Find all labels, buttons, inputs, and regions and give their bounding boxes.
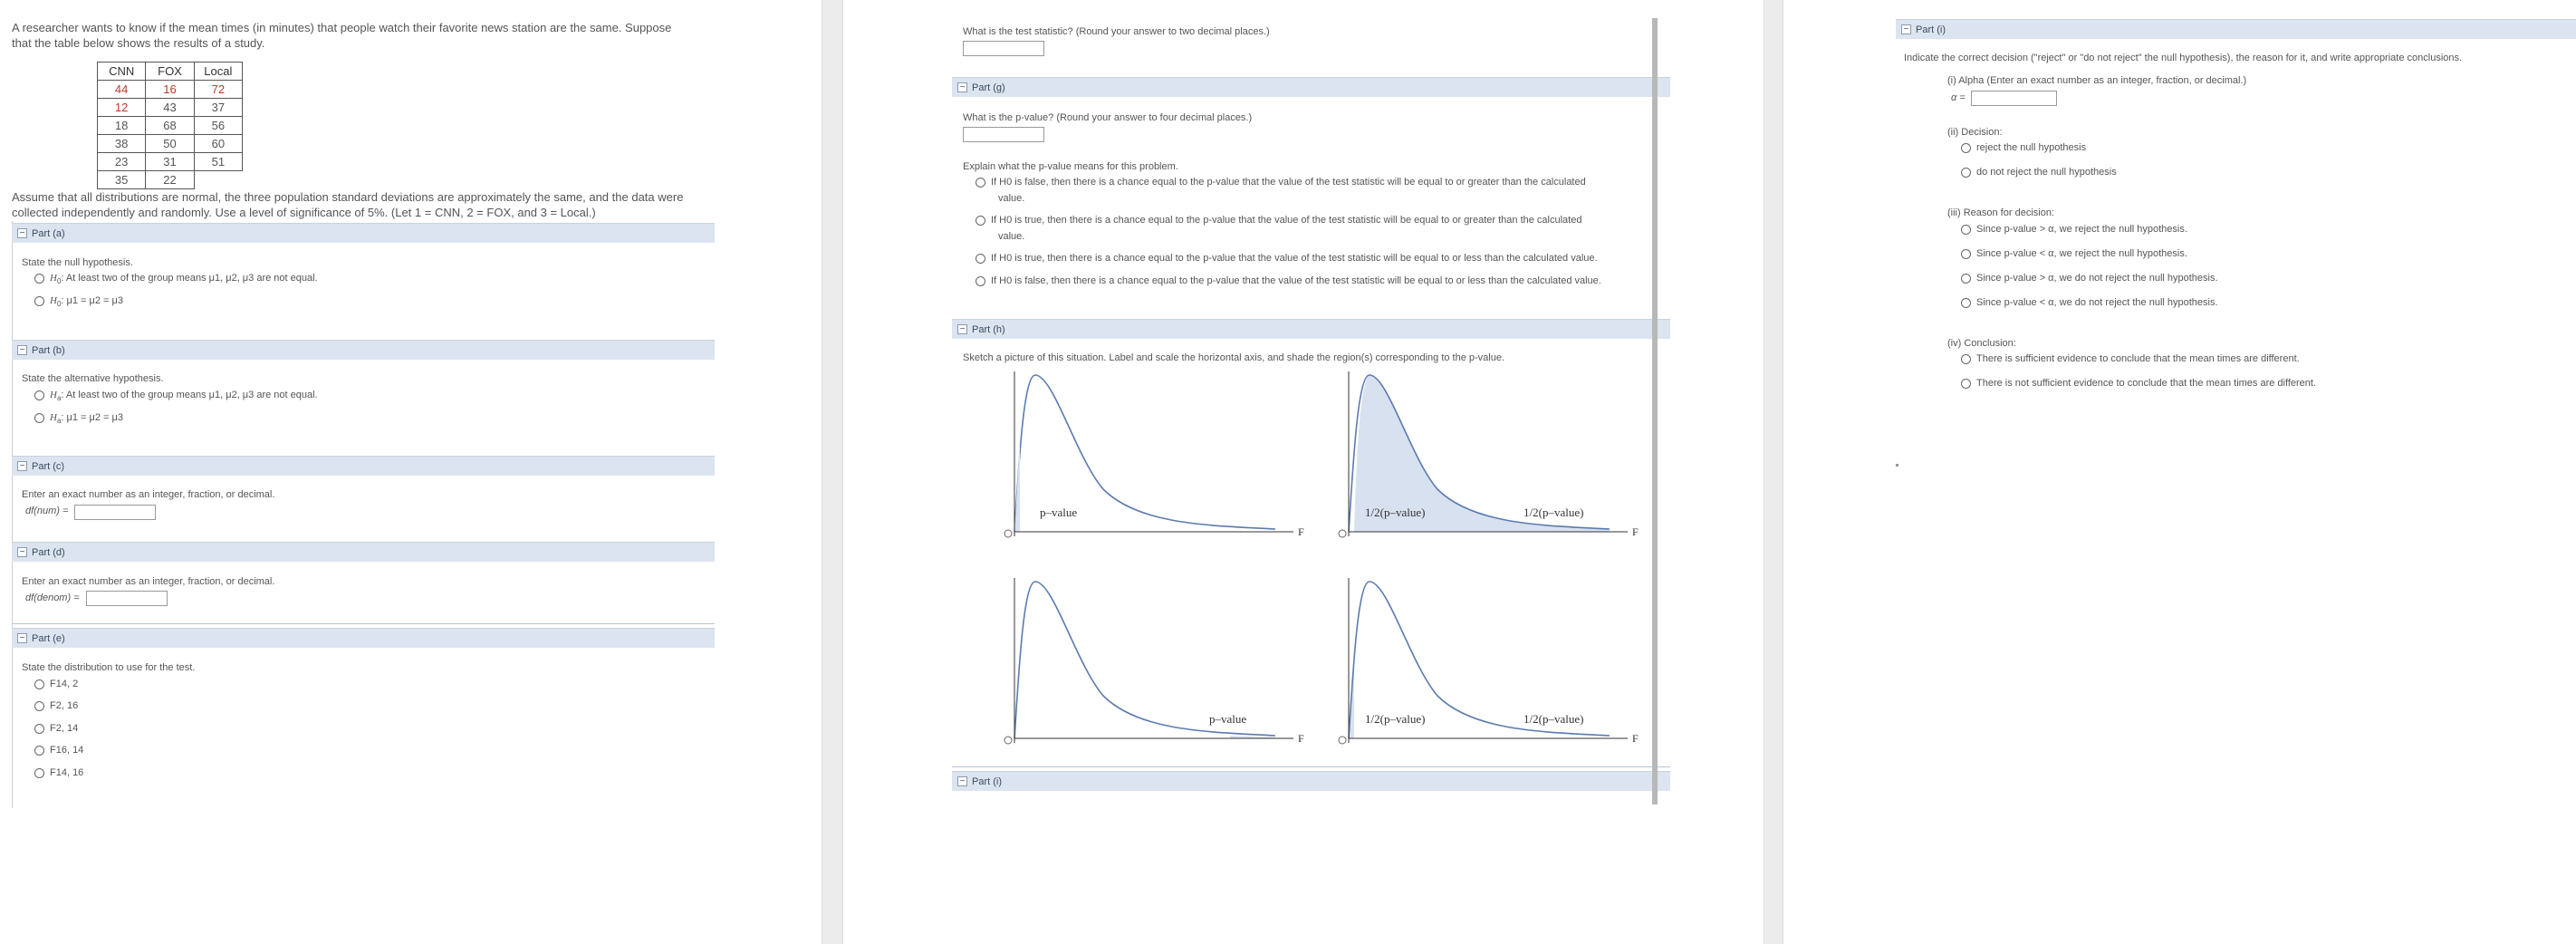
table-header: FOX [146,63,194,81]
axis-label-f: F [1632,525,1639,538]
table-row [98,153,243,171]
graph-two-tail-shaded [1338,362,1646,544]
alt-hypothesis-prompt: State the alternative hypothesis. [22,373,164,384]
radio-button[interactable] [1961,379,1971,389]
dist-option-1[interactable] [34,679,78,689]
table-cell: 22 [146,171,194,189]
part-e-header[interactable] [12,628,715,648]
decision-prompt: Indicate the correct decision ("reject" or "do not reject" the null hypothesis), the reason for it, and write appropriate conclusions. [1904,53,2463,63]
part-c-header[interactable] [12,456,715,476]
part-i-header-preview[interactable] [952,771,1670,791]
part-i-label: Part (i) [1916,24,1946,35]
radio-button[interactable] [976,276,985,286]
assume-line-1: Assume that all distributions are normal, the three population standard deviations are approximately the same, and the data were [12,190,684,204]
part-h-header[interactable] [952,319,1670,339]
null-option-2[interactable]: $H_0$: μ1 = μ2 = μ3 [34,295,123,308]
radio-button[interactable] [1961,168,1971,178]
table-cell: 50 [146,135,194,153]
alt-option-2[interactable]: $H_a$: μ1 = μ2 = μ3 [34,412,123,425]
option-text: reject the null hypothesis [1976,142,2087,153]
part-b-header[interactable] [12,340,715,360]
collapse-icon[interactable]: − [957,776,967,786]
p-value-explain-prompt: Explain what the p-value means for this problem. [963,161,1178,172]
collapse-icon[interactable]: − [17,633,27,643]
table-cell: 44 [98,81,146,99]
graph-label-half-left: 1/2(p–value) [1365,712,1426,726]
table-cell: 23 [98,153,146,171]
option-text: F16, 14 [50,745,84,756]
table-cell [194,171,242,189]
graph-label-half-right: 1/2(p–value) [1523,506,1584,519]
table-row [98,99,243,117]
decision-option-2[interactable] [1961,167,2117,178]
option-text: μ1 = μ2 = μ3 [66,412,123,423]
test-statistic-prompt: What is the test statistic? (Round your answer to two decimal places.) [963,26,1270,37]
left-panel [0,0,822,944]
radio-button[interactable] [34,413,44,423]
radio-button[interactable] [976,216,985,226]
explain-option-4[interactable] [976,275,1601,286]
reason-option-2[interactable] [1961,248,2187,259]
dist-option-3[interactable] [34,723,78,734]
collapse-icon[interactable]: − [957,324,967,334]
option-text: If H0 is false, then there is a chance equal to the p-value that the value of the test statistic will be equal to or less than the calculated value. [991,275,1601,286]
radio-button[interactable] [1961,354,1971,364]
collapse-icon[interactable]: − [1901,24,1911,34]
explain-option-3[interactable] [976,253,1598,264]
collapse-icon[interactable]: − [17,345,27,355]
part-c-label: Part (c) [32,460,65,472]
intro-line-1: A researcher wants to know if the mean times (in minutes) that people watch their favorite news station are the same. Suppose [12,21,672,34]
df-num-label: df(num) = [25,506,69,516]
table-cell: 38 [98,135,146,153]
df-denom-label: df(denom) = [25,592,80,603]
explain-option-2[interactable] [976,215,1581,226]
collapse-icon[interactable]: − [957,82,967,92]
alpha-label: (i) Alpha (Enter an exact number as an integer, fraction, or decimal.) [1947,75,2247,86]
right-panel [1783,0,2576,944]
test-statistic-input[interactable] [963,41,1044,56]
reason-option-1[interactable] [1961,224,2187,235]
radio-button[interactable] [1961,225,1971,235]
collapse-icon[interactable]: − [17,461,27,471]
graph-label-pvalue: p–value [1040,506,1078,519]
option-text-continued: value. [998,193,1025,204]
graph-left-tail [1004,569,1312,750]
df-denom-input[interactable] [86,591,168,606]
reason-label: (iii) Reason for decision: [1947,207,2054,218]
option-text: F14, 2 [50,679,79,689]
table-cell: 35 [98,171,146,189]
table-row [98,81,243,99]
option-text-continued: value. [998,231,1025,242]
dist-option-5[interactable] [34,767,83,778]
alpha-field-label: α = [1951,92,1966,103]
table-cell: 60 [194,135,242,153]
alt-option-1[interactable]: $H_a$: At least two of the group means μ1, μ2, μ3 are not equal. [34,390,318,402]
sketch-prompt: Sketch a picture of this situation. Label and scale the horizontal axis, and shade the region(s) corresponding to the p-value. [963,352,1505,363]
option-text: If H0 is true, then there is a chance equal to the p-value that the value of the test statistic will be equal to or greater than the calculated [991,215,1582,226]
radio-button[interactable] [976,178,985,188]
option-text: There is sufficient evidence to conclude that the mean times are different. [1976,353,2300,364]
df-num-prompt: Enter an exact number as an integer, fraction, or decimal. [22,489,275,500]
part-i-label: Part (i) [972,775,1002,787]
table-cell: 31 [146,153,194,171]
part-e-label: Part (e) [32,632,65,644]
conclusion-option-2[interactable] [1961,378,2316,389]
option-text: There is not sufficient evidence to conclude that the mean times are different. [1976,378,2317,389]
option-text: F2, 14 [50,723,79,734]
distribution-prompt: State the distribution to use for the test. [22,662,196,673]
option-text: F2, 16 [50,700,79,711]
radio-button[interactable] [34,746,44,756]
option-text: At least two of the group means μ1, μ2, μ3 are not equal. [65,390,318,400]
table-header: CNN [98,63,146,81]
dist-option-2[interactable] [34,700,78,711]
collapse-icon[interactable]: − [17,547,27,557]
dot-marker [1896,464,1898,467]
part-g-label: Part (g) [972,82,1005,93]
radio-button[interactable] [1961,274,1971,284]
axis-label-f: F [1298,732,1304,745]
table-cell: 16 [146,81,194,99]
axis-label-f: F [1632,732,1639,745]
option-text: do not reject the null hypothesis [1976,167,2117,178]
radio-button[interactable] [34,679,44,689]
radio-button[interactable] [34,701,44,711]
radio-button[interactable] [1961,249,1971,259]
page-gutter [822,0,843,944]
option-text: If H0 is false, then there is a chance equal to the p-value that the value of the test statistic will be equal to or greater than the calculated [991,177,1586,188]
page-gutter [1764,0,1783,944]
table-cell: 18 [98,117,146,135]
alpha-input[interactable] [1971,91,2057,106]
null-hypothesis-prompt: State the null hypothesis. [22,257,133,268]
graph-label-half-right: 1/2(p–value) [1523,712,1584,726]
table-header: Local [194,63,242,81]
table-cell: 51 [194,153,242,171]
decision-label: (ii) Decision: [1947,127,2003,138]
table-cell: 37 [194,99,242,117]
df-denom-prompt: Enter an exact number as an integer, fraction, or decimal. [22,576,275,587]
option-text: Since p-value > α, we do not reject the null hypothesis. [1976,273,2218,284]
graph-two-tail-small [1338,569,1646,750]
table-cell: 43 [146,99,194,117]
part-a-label: Part (a) [32,227,65,239]
radio-button[interactable] [34,768,44,778]
conclusion-option-1[interactable] [1961,353,2300,364]
part-d-label: Part (d) [32,546,65,558]
part-h-label: Part (h) [972,323,1005,335]
radio-button[interactable] [34,390,44,400]
table-cell: 72 [194,81,242,99]
graph-label-pvalue: p–value [1209,712,1247,726]
radio-button[interactable] [34,296,44,306]
dist-option-4[interactable] [34,745,83,756]
table-cell: 56 [194,117,242,135]
radio-button[interactable] [34,274,44,284]
radio-button[interactable] [34,724,44,734]
intro-line-2: that the table below shows the results of a study. [12,36,265,50]
decision-option-1[interactable] [1961,142,2086,153]
table-cell: 12 [98,99,146,117]
part-g-header[interactable] [952,77,1670,97]
radio-button[interactable] [1961,143,1971,153]
part-a-header[interactable] [12,223,715,243]
radio-button[interactable] [1961,298,1971,308]
option-text: Since p-value > α, we reject the null hypothesis. [1976,224,2187,235]
table-row [98,171,243,189]
reason-option-4[interactable] [1961,297,2218,308]
graph-label-half-left: 1/2(p–value) [1365,506,1426,519]
reason-option-3[interactable] [1961,273,2218,284]
p-value-prompt: What is the p-value? (Round your answer to four decimal places.) [963,112,1253,123]
radio-button[interactable] [976,254,985,264]
scrollbar[interactable] [1652,18,1658,804]
null-option-1[interactable]: $H_0$: At least two of the group means μ1, μ2, μ3 are not equal. [34,273,318,285]
study-data-table [97,62,243,189]
option-text: Since p-value < α, we do not reject the null hypothesis. [1976,297,2218,308]
df-num-input[interactable] [74,505,156,520]
part-d-header[interactable] [12,542,715,562]
assume-line-2: collected independently and randomly. Use a level of significance of 5%. (Let 1 = CNN, 2 = FOX, and 3 = Local.) [12,206,596,219]
p-value-input[interactable] [963,127,1044,142]
option-text: At least two of the group means μ1, μ2, μ3 are not equal. [65,273,318,284]
table-cell: 68 [146,117,194,135]
collapse-icon[interactable]: − [17,228,27,238]
graph-right-tail [1004,362,1312,544]
option-text: Since p-value < α, we reject the null hypothesis. [1976,248,2187,259]
middle-panel [843,0,1764,944]
option-text: F14, 16 [50,767,84,778]
option-text: If H0 is true, then there is a chance equal to the p-value that the value of the test statistic will be equal to or less than the calculated value. [991,253,1598,264]
option-text: μ1 = μ2 = μ3 [66,295,123,306]
axis-label-f: F [1298,525,1304,538]
part-b-label: Part (b) [32,344,65,356]
explain-option-1[interactable] [976,177,1586,188]
table-row [98,117,243,135]
table-row [98,135,243,153]
part-i-header[interactable] [1896,19,2576,39]
conclusion-label: (iv) Conclusion: [1947,338,2016,349]
